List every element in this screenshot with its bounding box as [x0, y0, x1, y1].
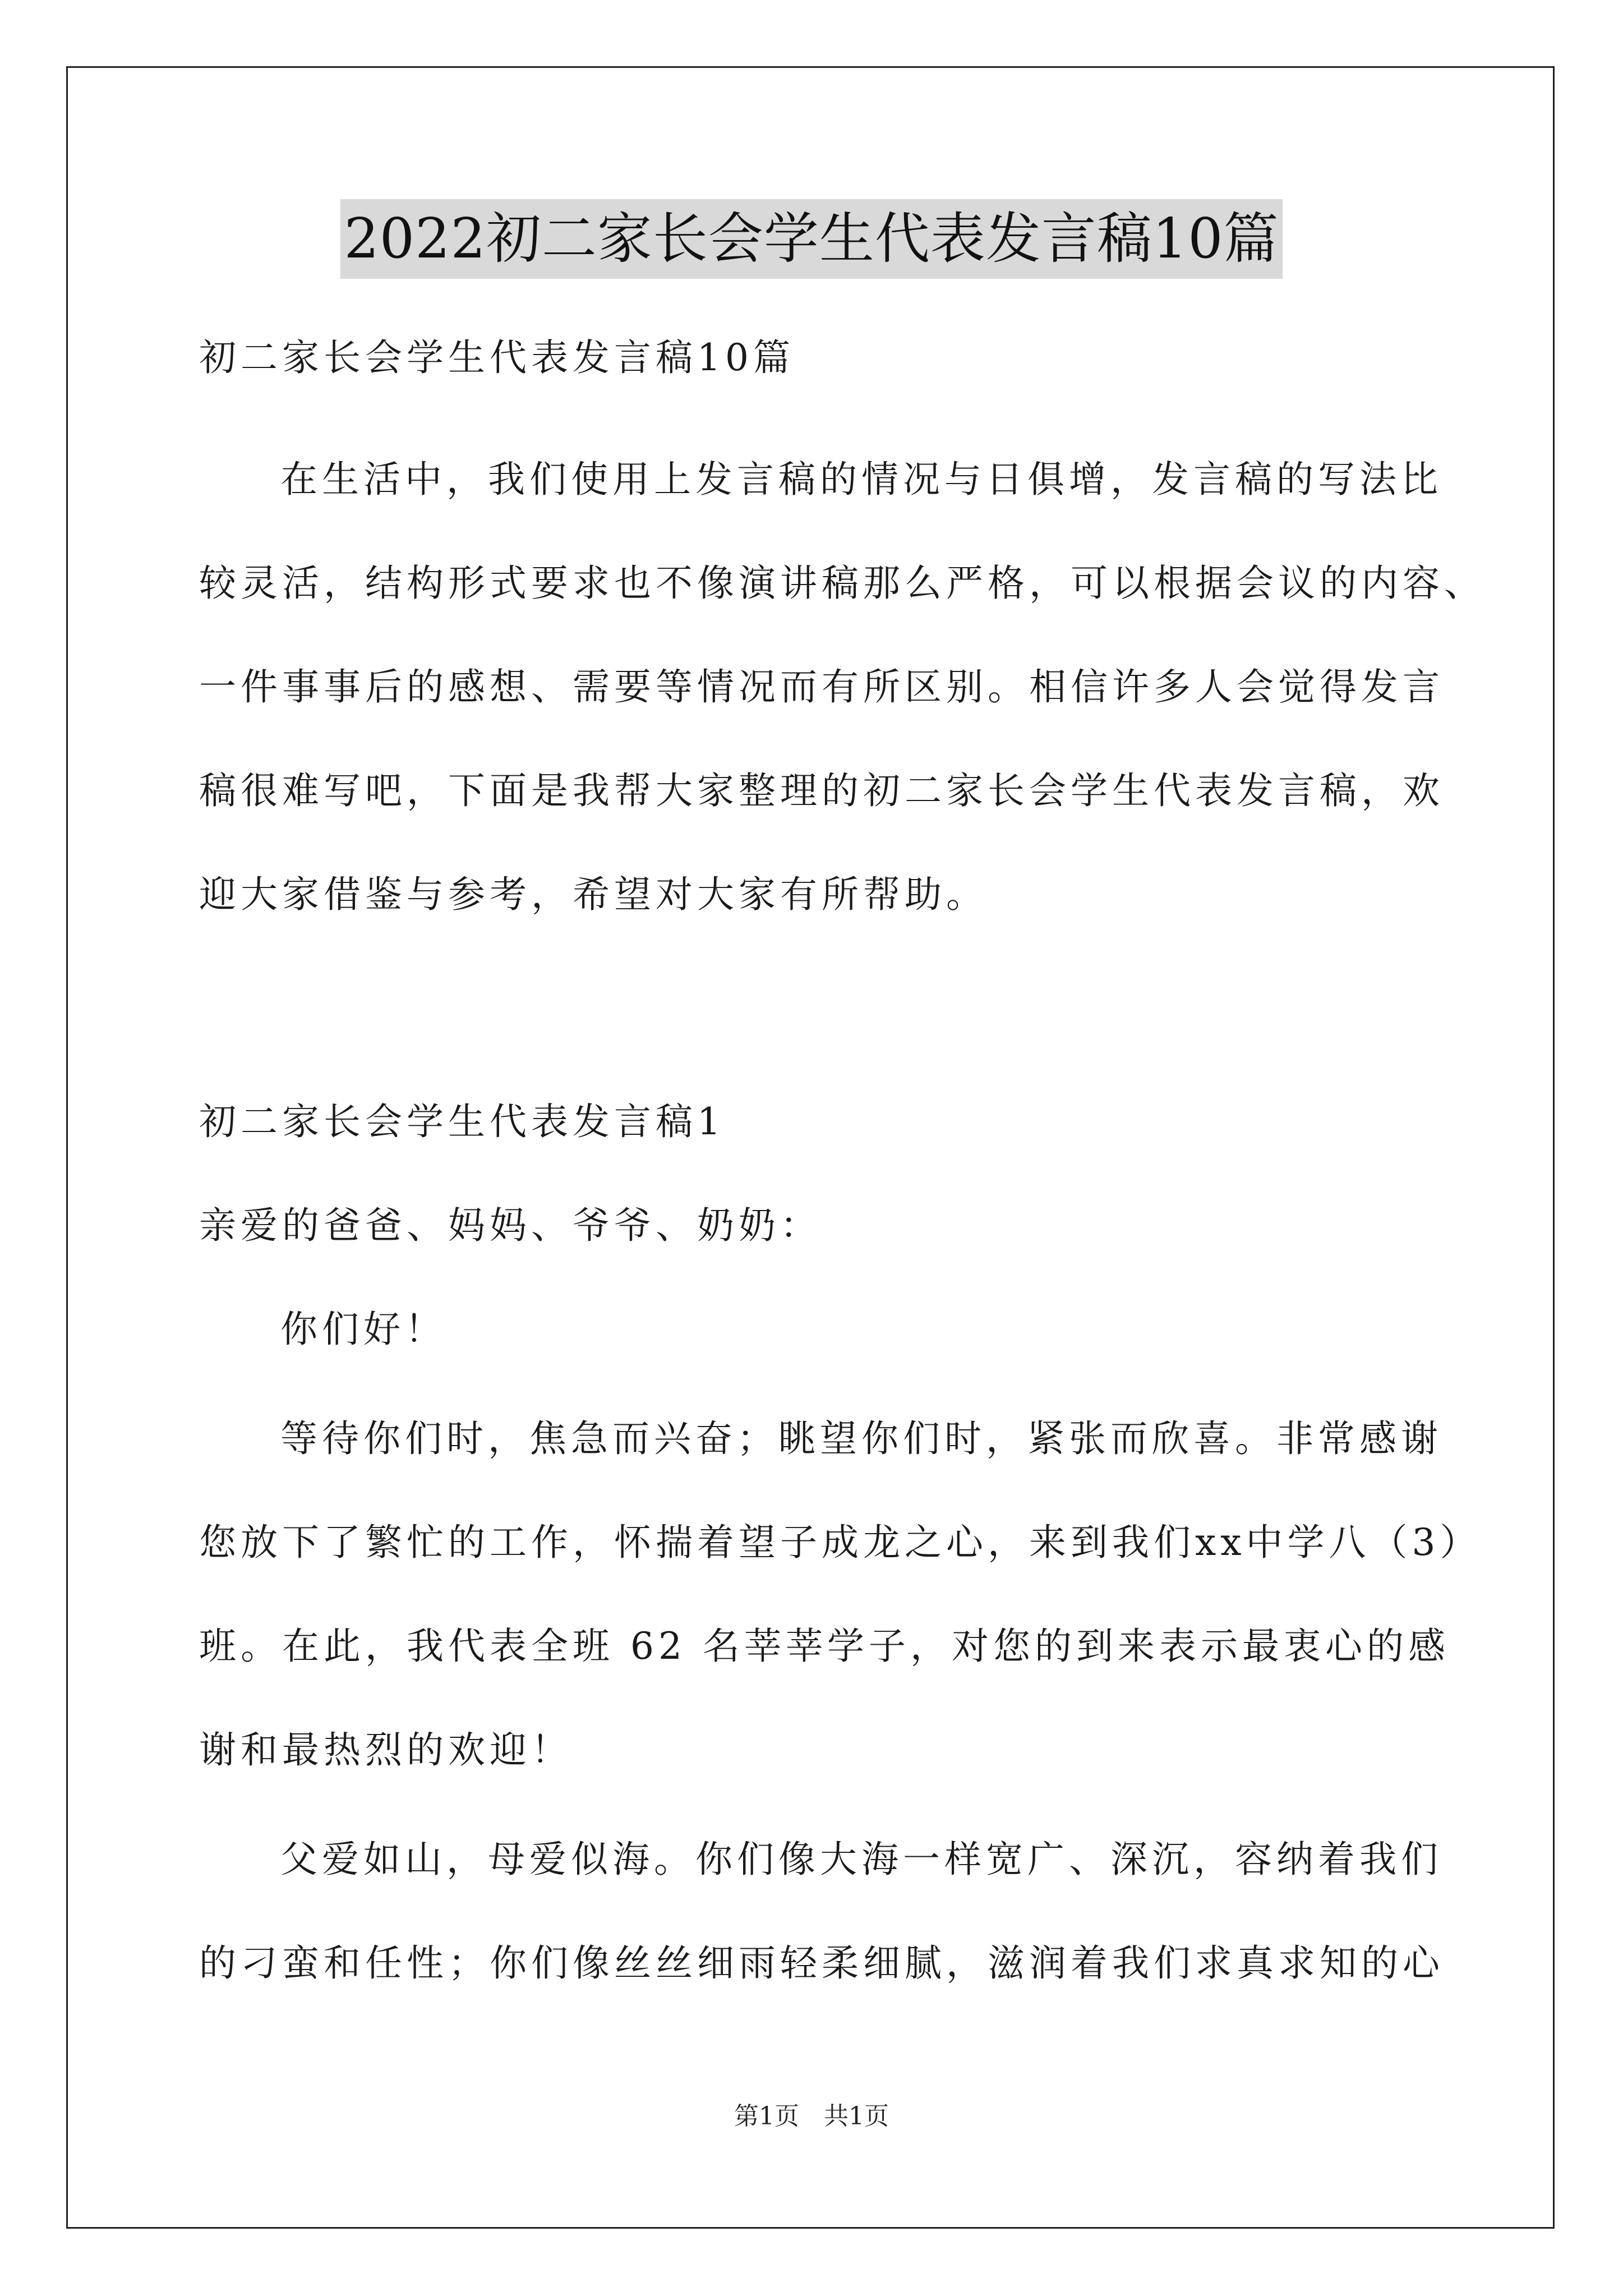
title-container — [0, 199, 1623, 279]
salutation: 亲爱的爸爸、妈妈、爷爷、奶奶： — [199, 1204, 822, 1247]
paragraph-line: 班。在此，我代表全班 62 名莘莘学子，对您的到来表示最衷心的感 — [199, 1625, 1450, 1668]
paragraph-line: 在生活中，我们使用上发言稿的情况与日俱增，发言稿的写法比 — [280, 458, 1442, 501]
document-title: 2022初二家长会学生代表发言稿10篇 — [340, 199, 1282, 279]
paragraph-line: 的刁蛮和任性；你们像丝丝细雨轻柔细腻，滋润着我们求真求知的心 — [199, 1941, 1444, 1985]
paragraph-line: 您放下了繁忙的工作，怀揣着望子成龙之心，来到我们xx中学八（3） — [199, 1521, 1482, 1564]
paragraph-line: 较灵活，结构形式要求也不像演讲稿那么严格，可以根据会议的内容、 — [199, 562, 1486, 605]
paragraph-line: 父爱如山，母爱似海。你们像大海一样宽广、深沉，容纳着我们 — [280, 1838, 1442, 1881]
subtitle: 初二家长会学生代表发言稿10篇 — [199, 336, 795, 379]
paragraph-line: 迎大家借鉴与参考，希望对大家有所帮助。 — [199, 873, 988, 916]
greeting: 你们好！ — [280, 1308, 446, 1351]
paragraph-line: 谢和最热烈的欢迎！ — [199, 1728, 573, 1772]
paragraph-line: 等待你们时，焦急而兴奋；眺望你们时，紧张而欣喜。非常感谢 — [280, 1417, 1442, 1460]
page-border — [66, 66, 1555, 2229]
section-heading: 初二家长会学生代表发言稿1 — [199, 1100, 725, 1143]
page-number: 第1页 共1页 — [734, 2102, 889, 2131]
paragraph-line: 一件事事后的感想、需要等情况而有所区别。相信许多人会觉得发言 — [199, 665, 1444, 708]
paragraph-line: 稿很难写吧，下面是我帮大家整理的初二家长会学生代表发言稿，欢 — [199, 769, 1444, 812]
